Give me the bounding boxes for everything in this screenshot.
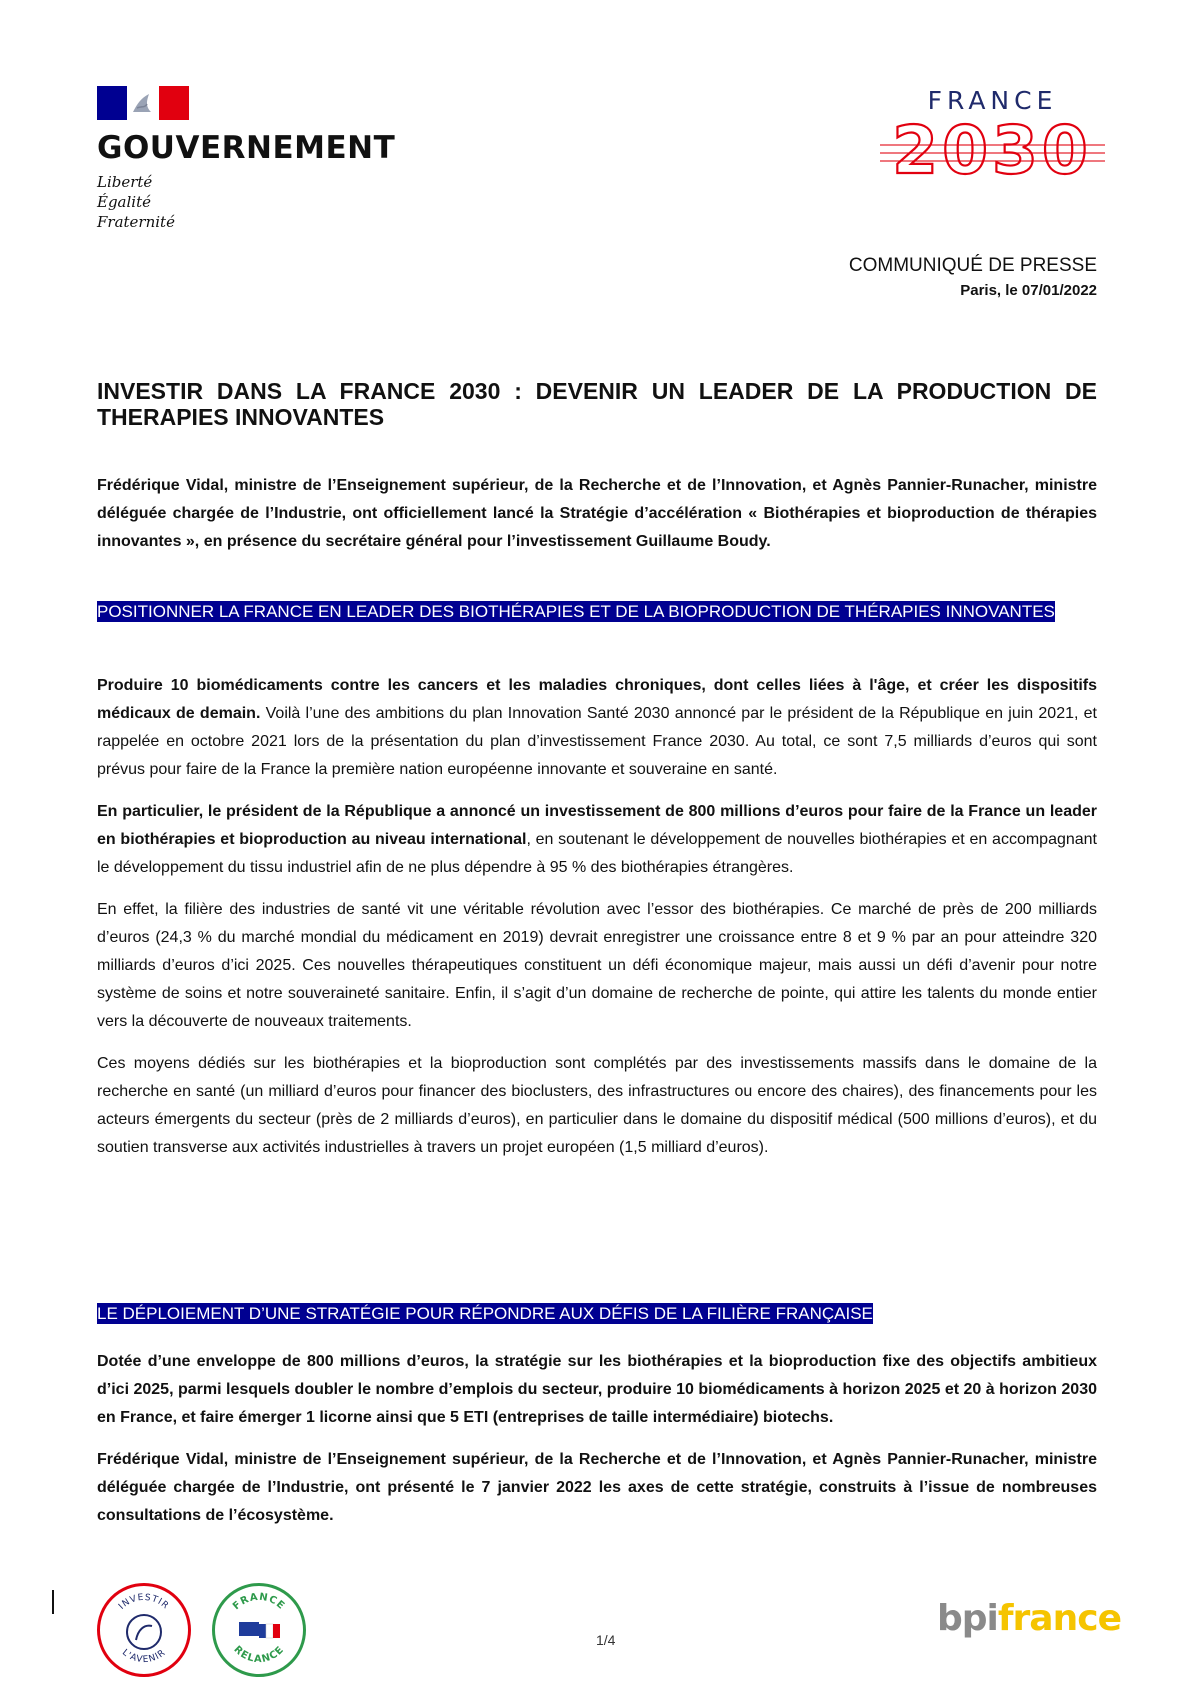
investir-top-text: INVESTIR <box>117 1592 171 1612</box>
section1-heading-block <box>97 598 1097 625</box>
republic-motto <box>97 172 417 232</box>
section2-heading-block <box>97 1300 1097 1327</box>
france-relance-badge <box>212 1583 306 1677</box>
page-title: INVESTIR DANS LA FRANCE 2030 : DEVENIR UN LEADER DE LA PRODUCTION DE THERAPIES INNOVANTES <box>97 378 1097 430</box>
press-label: COMMUNIQUÉ DE PRESSE <box>848 255 1097 276</box>
section2-body <box>97 1348 1097 1544</box>
france-2030-number <box>880 115 1105 183</box>
section1-paragraph-3: En effet, la filière des industries de santé vit une véritable révolution avec l’essor des biothérapies. Ce marché de près de 200 milliards d’euros (24,3 % du marché mondial du médicament en 2019) devrait enregistrer une croissance entre 8 et 9 % par an pour atteindre 320 milliards d’euros d’ici 2025. Ces nouvelles thérapeutiques constituent un défi économique majeur, mais aussi un défi d’avenir pour notre système de soins et notre souveraineté sanitaire. Enfin, il s’agit d’un domaine de recherche de pointe, qui attire les talents du monde entier vers la découverte de nouveaux traitements. <box>97 901 1097 1030</box>
page-number: 1/4 <box>596 1632 616 1648</box>
eu-france-flags-icon <box>239 1622 280 1638</box>
section1-paragraph <box>97 798 1097 882</box>
text-cursor-bar <box>52 1590 54 1614</box>
section1-heading: POSITIONNER LA FRANCE EN LEADER DES BIOTHÉRAPIES ET DE LA BIOPRODUCTION DE THÉRAPIES INNOVANTES <box>97 602 1055 621</box>
svg-text:INVESTIR <box>117 1593 171 1612</box>
marianne-flag-icon <box>97 86 189 120</box>
motto-liberte: Liberté <box>97 173 153 191</box>
france-2030-word: FRANCE <box>927 86 1058 115</box>
relance-top-text: FRANCE <box>231 1591 287 1613</box>
motto-fraternite: Fraternité <box>97 213 175 231</box>
section2-paragraph-1: Dotée d’une enveloppe de 800 millions d’euros, la stratégie sur les biothérapies et la bioproduction fixe des objectifs ambitieux d’ici 2025, parmi lesquels doubler le nombre d’emplois du secteur, produire 10 biomédicaments à horizon 2025 et 20 à horizon 2030 en France, et faire émerger 1 licorne ainsi que 5 ETI (entreprises de taille intermédiaire) biotechs. <box>97 1353 1097 1426</box>
gouvernement-logo <box>97 86 417 232</box>
section1-p1-bold: Produire 10 biomédicaments contre les cancers et les maladies chroniques, dont celles liées à l'âge, et créer les dispositifs médicaux de demain. <box>97 677 1097 722</box>
section1-paragraph-4: Ces moyens dédiés sur les biothérapies et la bioproduction sont complétés par des investissements massifs dans le domaine de la recherche en santé (un milliard d’euros pour financer des bioclusters, des infrastructures ou encore des chaires), des financements pour les acteurs émergents du secteur (près de 2 milliards d’euros), en particulier dans le domaine du dispositif médical (500 millions d’euros), et du soutien transverse aux activités industrielles à travers un projet européen (1,5 milliard d’euros). <box>97 1055 1097 1156</box>
lead-paragraph: Frédérique Vidal, ministre de l’Enseignement supérieur, de la Recherche et de l’Innovation, et Agnès Pannier-Runacher, ministre déléguée chargée de l’Industrie, ont officiellement lancé la Stratégie d’accélération « Biothérapies et bioproduction de thérapies innovantes », en présence du secrétaire général pour l’investissement Guillaume Boudy. <box>97 477 1097 550</box>
relance-bottom-text: RELANCE <box>231 1644 287 1666</box>
investir-bottom-text: L'AVENIR <box>120 1647 168 1666</box>
marianne-profile-icon <box>127 1615 161 1649</box>
bpifrance-logo <box>937 1598 1121 1639</box>
section1-p2-rest: , en soutenant le développement de nouvelles biothérapies et en accompagnant le développement du tissu industriel afin de ne plus dépendre à 95 % des biothérapies étrangères. <box>97 831 1097 876</box>
bpi-text: bpi <box>937 1598 998 1639</box>
investir-avenir-badge <box>97 1583 191 1677</box>
svg-text:L'AVENIR <box>120 1648 168 1665</box>
section2-heading: LE DÉPLOIEMENT D’UNE STRATÉGIE POUR RÉPONDRE AUX DÉFIS DE LA FILIÈRE FRANÇAISE <box>97 1304 873 1323</box>
france-2030-logo <box>880 86 1105 188</box>
svg-text:RELANCE <box>231 1644 286 1665</box>
place-date: Paris, le 07/01/2022 <box>960 282 1097 299</box>
svg-text:FRANCE <box>231 1592 287 1613</box>
section1-body <box>97 672 1097 1176</box>
section1-p2-bold: En particulier, le président de la République a annoncé un investissement de 800 millions d’euros pour faire de la France un leader en biothérapies et bioproduction au niveau international <box>97 803 1097 848</box>
section2-paragraph-2: Frédérique Vidal, ministre de l’Enseignement supérieur, de la Recherche et de l’Innovation, et Agnès Pannier-Runacher, ministre déléguée chargée de l’Industrie, ont présenté le 7 janvier 2022 les axes de cette stratégie, construits à l’issue de nombreuses consultations de l’écosystème. <box>97 1451 1097 1524</box>
press-header <box>849 255 1097 299</box>
section1-paragraph <box>97 672 1097 784</box>
motto-egalite: Égalité <box>97 193 151 211</box>
france-text: france <box>997 1598 1121 1639</box>
france-2030-number-text: 2030 <box>892 115 1092 183</box>
section1-p1-rest: Voilà l’une des ambitions du plan Innovation Santé 2030 annoncé par le président de la République en juin 2021, et rappelée en octobre 2021 lors de la présentation du plan d’investissement France 2030. Au total, ce sont 7,5 milliards d’euros qui sont prévus pour faire de la France la première nation européenne innovante et souveraine en santé. <box>97 705 1098 778</box>
gouvernement-title: GOUVERNEMENT <box>97 130 396 166</box>
